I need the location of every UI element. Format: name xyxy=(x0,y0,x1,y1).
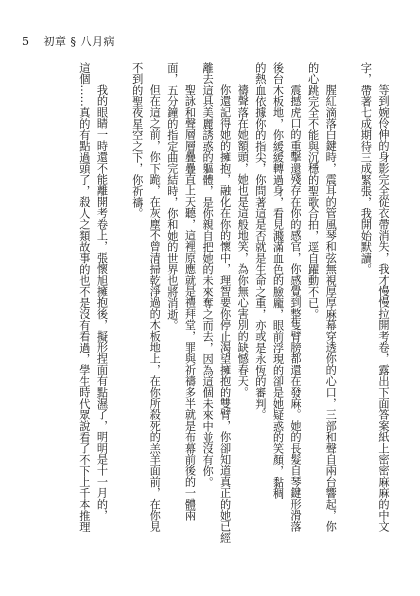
text-column: 等到婉伶伸的身影完全從衣帶消失，我才慢慢拉開考卷，露出下面答案紙上密密麻麻的中文 xyxy=(377,84,390,532)
text-column: 後台木板地，你緩緩轉過身，看見濺滿血色的臉龐，眼前浮現的卻是她疑惑的笑顏，黏稠 xyxy=(271,62,285,499)
text-column: 不到的聖夜星空之下，你祈禱。 xyxy=(130,62,144,219)
body-text xyxy=(16,62,392,562)
text-column: 這個……真的有點過頭了，殺人之類故事的也不是沒有看過，學生時代眾說看了不下上千本推理 xyxy=(77,62,91,533)
text-column: 字，帶著七成期待三成緊張，我開始默讀。 xyxy=(359,62,373,275)
paragraph-break xyxy=(339,62,357,562)
text-column: 我的眼睛一時還不能離開考卷上，張懷旭擁抱後，擬形捏面有點濕了，明明是十一月的， xyxy=(95,84,109,521)
text-column: 面，五分鐘的指定曲完結時，你和她的世界也將消逝。 xyxy=(165,62,179,331)
text-column: 震撼虎口的重擊還殘存在你的感官，你感覺到整隻臂膀都還在發麻。她的長髮自琴鍵形滑落 xyxy=(289,84,303,532)
paragraph-break xyxy=(111,62,129,562)
running-header xyxy=(22,33,115,49)
chapter-title: 初章 § 八月病 xyxy=(43,35,115,48)
text-column: 但在這之前，你下跪，在灰塵不曾清掃乾淨過的木板地上，在你所殺死的羔羊面前，在你見 xyxy=(148,84,162,532)
text-column: 的熱血依據你的指尖，你問著這是否就是生命之重，亦或是永恆的審判。 xyxy=(253,62,267,421)
text-column: 腥紅滴落白鍵時，震耳的管風琴和弦無視厚厚麻幕穿透你的心口，三部和聲自兩台響起，你 xyxy=(324,84,338,532)
text-column: 的心跳完全不能與沉穩的聖歌合拍，逕自躍動不已。 xyxy=(306,62,320,320)
text-column: 離去這具美麗誘惑的軀體，是你親自把她的未來奪之而去，因為這個未來中並沒有你。 xyxy=(201,62,215,488)
page-number: 5 xyxy=(22,35,30,48)
text-column: 聖詠和聲層層疊疊直上天聽，這裡原應就是禮拜堂，罪與祈禱多半就是布幕前後的一體兩 xyxy=(183,84,197,521)
text-column: 禱聲落在她額頭，她也是這般地笑，為你無心害別的缺憾春天。 xyxy=(236,84,250,398)
text-column: 你還記得她的擁抱，融化在你的懷中，理智要你停止渴望擁抱的雙臂，你卻知道真正的她已經 xyxy=(218,84,232,544)
